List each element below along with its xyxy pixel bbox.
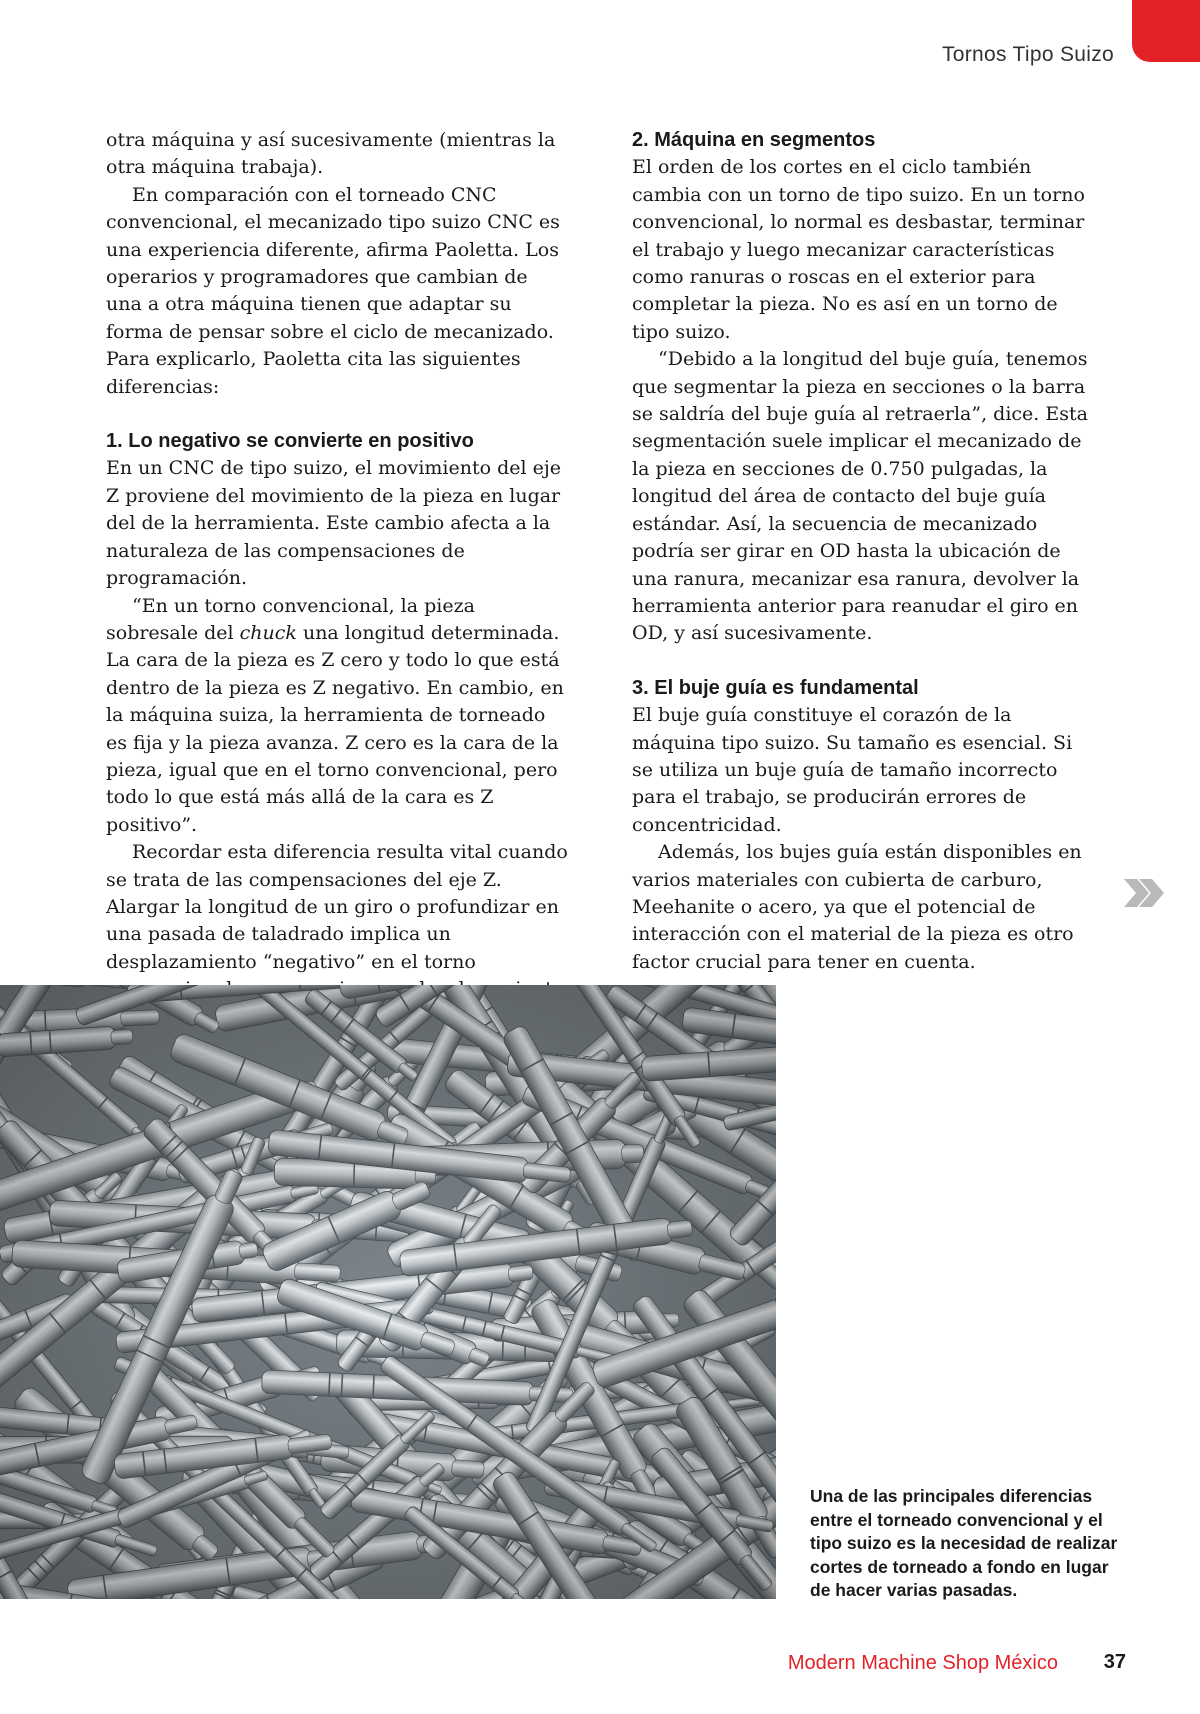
article-column-right (632, 127, 1094, 976)
paragraph: El orden de los cortes en el ciclo también cambia con un torno de tipo suizo. En un torno convencional, lo normal es desbastar, terminar el trabajo y luego mecanizar características como ranuras o roscas en el exterior para completar la pieza. No es así en un torno de tipo suizo. (632, 156, 1085, 343)
photo-caption: Una de las principales diferencias entre el torneado convencional y el tipo suizo es la necesidad de realizar cortes de torneado a fondo en lugar de hacer varias pasadas. (810, 1486, 1118, 1601)
italic-term: chuck (239, 621, 297, 644)
publication-name: Modern Machine Shop México (787, 1652, 1058, 1674)
paragraph: Además, los bujes guía están disponibles en varios materiales con cubierta de carburo, Meehanite o acero, ya que el potencial de interacción con el material de la pieza es otro factor crucial para tener en cuenta. (632, 841, 1082, 973)
paragraph: En comparación con el torneado CNC convencional, el mecanizado tipo suizo CNC es una experiencia diferente, afirma Paoletta. Los operarios y programadores que cambian de una a otra máquina tienen que adaptar su forma de pensar sobre el ciclo de mecanizado. Para explicarlo, Paoletta cita las siguientes diferencias: (106, 183, 560, 398)
paragraph: otra máquina y así sucesivamente (mientras la otra máquina trabaja). (106, 129, 556, 179)
section-title: Tornos Tipo Suizo (941, 43, 1114, 66)
paragraph: “Debido a la longitud del buje guía, tenemos que segmentar la pieza en secciones o la barra se saldría del buje guía al retraerla”, dice. Esta segmentación suele implicar el mecanizado de la pieza en secciones de 0.750 pulgadas, la longitud del área de contacto del buje guía estándar. Así, la secuencia de mecanizado podría ser girar en OD hasta la ubicación de una ranura, mecanizar esa ranura, devolver la herramienta anterior para reanudar el giro en OD, y así sucesivamente. (632, 348, 1088, 645)
paragraph: El buje guía constituye el corazón de la máquina tipo suizo. Su tamaño es esencial. Si se utiliza un buje guía de tamaño incorrecto para el trabajo, se producirán errores de concentricidad. (632, 704, 1073, 836)
subheading: 1. Lo negativo se convierte en positivo (106, 430, 474, 453)
section-tab-marker (1132, 0, 1200, 62)
subheading: 2. Máquina en segmentos (632, 129, 876, 151)
subheading: 3. El buje guía es fundamental (632, 676, 919, 699)
photo-image (0, 985, 776, 1599)
machined-aluminum-parts-photo (0, 985, 776, 1599)
paragraph: Recordar esta diferencia resulta vital cuando se trata de las compensaciones del eje Z. Alargar la longitud de un giro o profundizar en una pasada de taladrado implica un desplazamiento “negativo” en el torno (106, 841, 568, 973)
article-column-left (106, 127, 568, 1031)
paragraph: En un CNC de tipo suizo, el movimiento del eje Z proviene del movimiento de la pieza en lugar del de la herramienta. Este cambio afecta a la naturaleza de las compensaciones de programación. (106, 457, 562, 590)
double-chevron-right-icon (1122, 876, 1166, 910)
page-number: 37 (1103, 1651, 1126, 1673)
paragraph: “En un torno convencional, la pieza sobresale del chuck una longitud determinada. La cara de la pieza es Z cero y todo lo que está dentro de la pieza es Z negativo. En cambio, en la máquina suiza, la herramienta de torneado es fija y la pieza avanza. Z cero es la cara de la pieza, igual que en el torno convencional, pero todo lo que está más allá de la cara es Z positivo”. (106, 594, 564, 836)
